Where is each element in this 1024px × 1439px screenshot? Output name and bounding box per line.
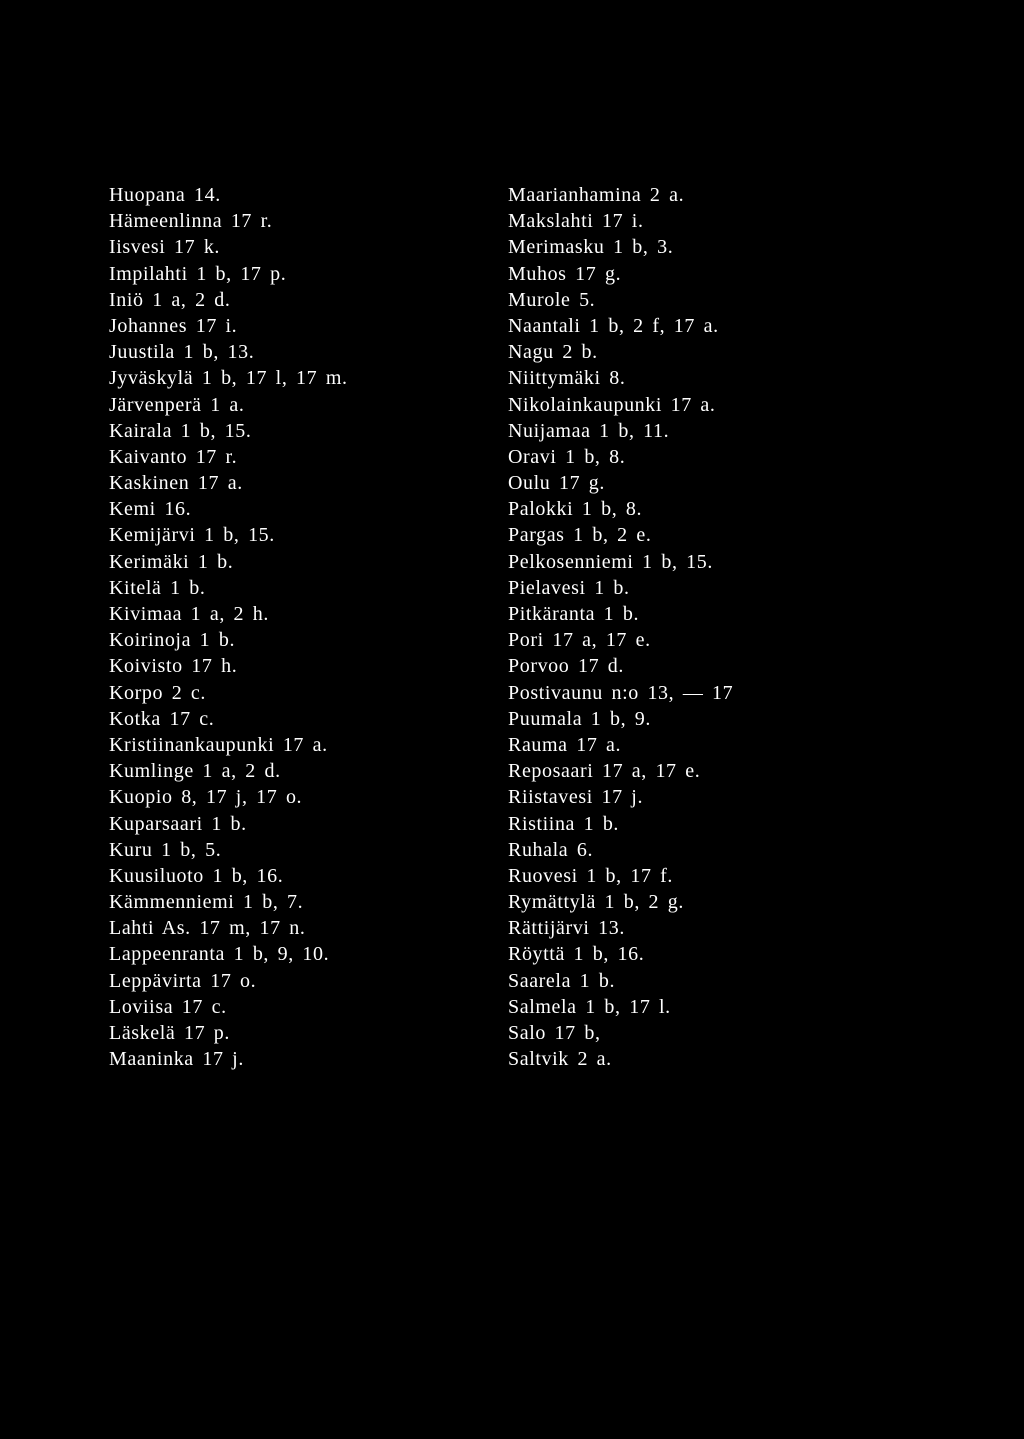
index-entry: Hämeenlinna 17 r. [109,210,273,233]
index-entry: Kaskinen 17 a. [109,472,243,495]
index-entry: Juustila 1 b, 13. [109,341,255,364]
index-entry: Ruhala 6. [508,838,594,861]
index-entry: Kuusiluoto 1 b, 16. [109,864,284,887]
index-entry: Iisvesi 17 k. [109,236,221,259]
index-entry: Kämmenniemi 1 b, 7. [109,891,304,914]
index-entry: Maarianhamina 2 a. [508,184,685,206]
index-entry: Pelkosenniemi 1 b, 15. [508,550,713,573]
index-entry: Jyväskylä 1 b, 17 l, 17 m. [109,367,348,390]
index-entry: Lahti As. 17 m, 17 n. [109,917,306,940]
index-entry: Läskelä 17 p. [109,1022,230,1044]
index-entry: Korpo 2 c. [109,681,206,704]
index-entry: Iniö 1 a, 2 d. [109,288,231,311]
index-entry: Kemijärvi 1 b, 15. [109,524,275,547]
index-entry: Makslahti 17 i. [508,210,644,233]
index-entry: Lappeenranta 1 b, 9, 10. [109,943,330,966]
index-entry: Niittymäki 8. [508,367,626,390]
index-entry: Kerimäki 1 b. [109,550,234,573]
index-entry: Oravi 1 b, 8. [508,445,626,468]
index-entry: Rauma 17 a. [508,733,622,756]
index-entry: Saltvik 2 a. [508,1048,612,1071]
index-entry: Loviisa 17 c. [109,995,227,1018]
index-entry: Ristiina 1 b. [508,812,620,835]
index-entry: Saarela 1 b. [508,969,616,992]
index-entry: Maaninka 17 j. [109,1048,244,1071]
index-entry: Pori 17 a, 17 e. [508,629,651,652]
index-entry: Pielavesi 1 b. [508,576,630,599]
index-entry: Kuopio 8, 17 j, 17 o. [109,786,303,809]
index-entry: Salmela 1 b, 17 l. [508,995,671,1018]
index-entry: Leppävirta 17 o. [109,969,257,992]
index-entry: Salo 17 b, [508,1022,601,1044]
index-entry: Nuijamaa 1 b, 11. [508,419,670,442]
index-entry: Puumala 1 b, 9. [508,707,651,730]
index-entry: Porvoo 17 d. [508,655,624,678]
index-entry: Pitkäranta 1 b. [508,603,640,625]
index-column-right [508,182,808,1072]
index-entry: Oulu 17 g. [508,472,605,495]
index-entry: Kivimaa 1 a, 2 h. [109,603,269,625]
index-entry: Kumlinge 1 a, 2 d. [109,760,281,783]
index-entry: Röyttä 1 b, 16. [508,943,645,966]
index-entry: Rymättylä 1 b, 2 g. [508,891,684,914]
index-entry: Järvenperä 1 a. [109,393,245,416]
index-column-left [109,182,489,1072]
index-entry: Huopana 14. [109,184,221,206]
index-entry: Kaivanto 17 r. [109,445,238,468]
index-entry: Ruovesi 1 b, 17 f. [508,864,674,887]
index-entry: Kairala 1 b, 15. [109,419,252,442]
index-entry: Koirinoja 1 b. [109,629,236,652]
index-entry: Rättijärvi 13. [508,917,625,940]
index-entry: Riistavesi 17 j. [508,786,644,809]
index-entry: Nagu 2 b. [508,341,598,364]
index-entry: Pargas 1 b, 2 e. [508,524,652,547]
index-entry: Reposaari 17 a, 17 e. [508,760,701,783]
index-entry: Naantali 1 b, 2 f, 17 a. [508,314,719,337]
index-entry: Kemi 16. [109,498,192,521]
index-entry: Koivisto 17 h. [109,655,238,678]
index-entry: Kitelä 1 b. [109,576,206,599]
index-entry: Johannes 17 i. [109,314,238,337]
index-entry: Kristiinankaupunki 17 a. [109,733,328,756]
index-entry: Kotka 17 c. [109,707,215,730]
index-entry: Impilahti 1 b, 17 p. [109,262,287,285]
index-entry: Kuru 1 b, 5. [109,838,222,861]
index-entry: Kuparsaari 1 b. [109,812,247,835]
index-entry: Nikolainkaupunki 17 a. [508,393,716,416]
index-entry: Muhos 17 g. [508,262,622,285]
index-entry: Murole 5. [508,288,596,311]
index-entry: Merimasku 1 b, 3. [508,236,674,259]
index-entry: Palokki 1 b, 8. [508,498,643,521]
index-entry: Postivaunu n:o 13, — 17 [508,681,734,704]
